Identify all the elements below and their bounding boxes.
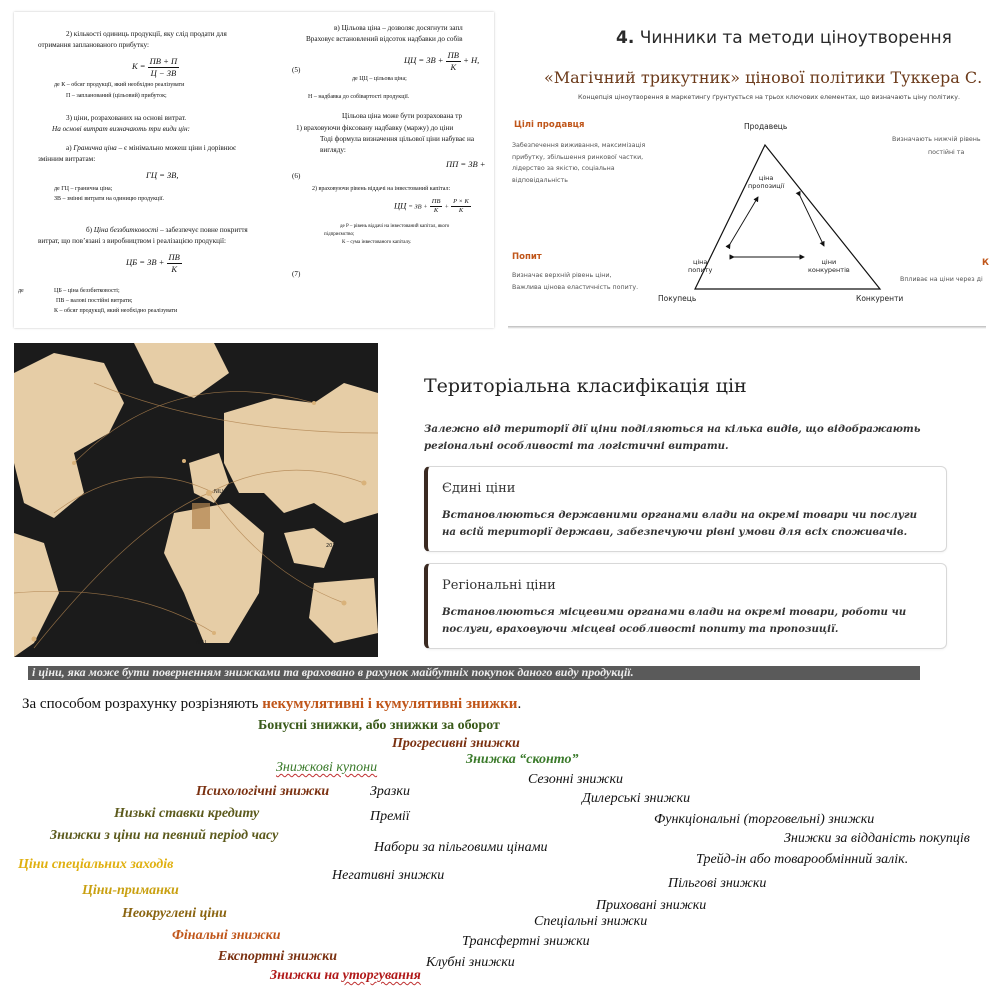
discount-word: Спеціальні знижки (534, 914, 648, 929)
card-title: Регіональні ціни (442, 578, 556, 593)
arrow-buyer-seller (730, 197, 758, 244)
right-text-3: Впливає на ціни через ді (900, 276, 983, 283)
formulas-page (14, 12, 494, 328)
triangle-outline (695, 145, 880, 289)
slide-bottom-shadow (508, 326, 986, 329)
discount-word: Трейд-ін або товарообмінний залік. (696, 852, 909, 867)
node-buyer: Покупець (658, 294, 697, 303)
card-uniform-prices (424, 466, 947, 552)
card-body: Встановлюються місцевими органами влади на окремі товари, роботи чи послуги, враховуючи місцеві особливості попиту та пропозиції. (442, 606, 907, 635)
discount-word: Знижки за відданість покупців (784, 831, 970, 846)
cb-note-1: ЦБ – ціна беззбитковості; (54, 288, 120, 294)
demand-text: Визначає верхній рівень ціни, Важлива цінова еластичність попиту. (512, 272, 639, 292)
discount-word: Прогресивні знижки (392, 736, 520, 751)
formula-cb: ЦБ = ЗВ + $\frac{ПВ}{К}$ (126, 252, 180, 274)
map-label-1: BILJO (18, 540, 32, 546)
discount-word: Клубні знижки (426, 955, 515, 970)
discount-word: Низькі ставки кредиту (114, 806, 260, 821)
r-note-2: підприємство; (324, 232, 355, 237)
b-line-1: б) Ціна беззбитковості – забезпечує повне покриття (86, 226, 248, 234)
world-map-image (14, 343, 378, 657)
a-line-2: змінним витратам: (38, 155, 96, 163)
node-competitors: Конкуренти (856, 294, 904, 303)
map-label-2: NILIO (214, 489, 228, 495)
r-note-3: К – сума інвестованого капіталу. (342, 240, 412, 245)
discount-word: Знижки на уторгування (270, 968, 421, 983)
k-note-2: П – запланований (цільовий) прибуток; (66, 93, 167, 99)
formula-k: К = $\frac{ПВ + П}{Ц - ЗВ}$ (132, 56, 178, 78)
card-title: Єдині ціни (442, 481, 516, 496)
discount-word: Негативні знижки (332, 868, 445, 883)
right-text-2: постійні та (928, 149, 965, 156)
cc-note-2: Н – надбавка до собівартості продукції. (308, 94, 410, 100)
eq-number-6: (6) (292, 172, 301, 180)
discount-word: Пільгові знижки (668, 876, 767, 891)
k-note-1: де К – обсяг продукції, який необхідно реалізувати (54, 82, 185, 88)
discount-word: Знижки з ціни на певний період часу (50, 828, 279, 843)
node-seller: Продавець (744, 122, 788, 131)
map-label-3: 201A (326, 543, 339, 549)
discount-word: Дилерські знижки (582, 791, 691, 806)
inner-demand-price: ціна попиту (688, 258, 713, 275)
cc-note-1: де ЦЦ – цільова ціна; (352, 76, 407, 82)
a-line-1: а) Гранична ціна – є мінімально можеш ціни і дорівнює (66, 144, 237, 152)
cb-note-2: ПВ – валові постійні витрати; (56, 298, 133, 304)
cb-note-0: де (18, 288, 24, 294)
demand-title: Попит (512, 252, 542, 262)
formula-cc2: ЦЦ = ЗВ + $\frac{ПВ}{К}$ + $\frac{P \times K}{К}$ (394, 198, 469, 215)
discount-word: Функціональні (торговельні) знижки (654, 812, 875, 827)
item-3-text-cont: На основі витрат визначають три види цін: (52, 125, 190, 133)
discounts-intro: За способом розрахунку розрізняють некумулятивні і кумулятивні знижки. (22, 696, 522, 712)
discount-word: Трансфертні знижки (462, 934, 590, 949)
discount-word: Знижкові купони (276, 760, 378, 775)
slide-subtitle: «Магічний трикутник» цінової політики Туккера С. (544, 68, 983, 87)
gc-note-1: де ГЦ – гранична ціна; (54, 186, 113, 192)
card-regional-prices (424, 563, 947, 649)
b-line-2: витрат, що пов’язані з виробництвом і реалізацією продукції: (38, 237, 226, 245)
slide-heading: 4. Чинники та методи ціноутворення (616, 28, 952, 48)
cc-method-1: 1) враховуючи фіксовану надбавку (маржу) до ціни (296, 124, 454, 132)
discount-word: Ціни спеціальних заходів (18, 857, 174, 872)
inner-competitor-prices: ціни конкурентів (808, 258, 850, 275)
cc-method-1b: Тоді формула визначення цільової ціни набуває на (320, 135, 475, 143)
discount-word: Психологічні знижки (196, 784, 330, 799)
eq-number-5: (5) (292, 66, 301, 74)
map-label-4: ALLI (196, 640, 207, 646)
goals-text: Забезпечення виживання, максимізація прибутку, збільшення ринкової частки, лідерство за якістю, соціальна відповідальність (512, 142, 646, 184)
cut-text: і ціни, яка може бути поверненням знижками та враховано в рахунок майбутніх покупок даного виду продукції. (32, 665, 634, 679)
discount-word: Приховані знижки (596, 898, 707, 913)
discount-word: Експортні знижки (218, 949, 337, 964)
cc-method-2: 2) враховуючи рівень віддачі на інвестований капітал: (312, 186, 451, 192)
c-line-1: в) Цільова ціна – дозволяє досягнути запл (334, 24, 463, 32)
discount-word: Неокруглені ціни (122, 906, 227, 921)
item-2-text: 2) кількості одиниць продукції, яку слід продати для (66, 30, 227, 38)
slide-intro: Концепція ціноутворення в маркетингу ґрунтується на трьох ключових елементах, що визначають ціну політику. (578, 94, 960, 101)
cb-note-3: К – обсяг продукції, який необхідно реалізувати (54, 308, 178, 314)
territorial-section (404, 343, 1000, 673)
c-line-2: Враховує встановлений відсоток надбавки до собів (306, 35, 463, 43)
right-title-cut: К (982, 258, 989, 268)
card-body: Встановлюються державними органами влади на окремі товари чи послуги на всій території держави, забезпечуючи рівні умови для всіх споживачів. (442, 509, 918, 538)
formula-gc: ГЦ = ЗВ, (146, 170, 179, 180)
formula-pp: ПП = ЗВ + (446, 159, 486, 169)
inner-offer-price: ціна пропозиції (748, 174, 785, 191)
discount-word: Фінальні знижки (172, 928, 281, 943)
territorial-lead: Залежно від території дії ціни поділяються на кілька видів, що відображають регіональні особливості та логістичні витрати. (424, 423, 921, 452)
discount-word: Сезонні знижки (528, 772, 623, 787)
discount-word: Бонусні знижки, або знижки за оборот (258, 718, 500, 733)
discount-word: Премії (370, 809, 410, 824)
map-illustration (14, 343, 378, 657)
eq-number-7: (7) (292, 270, 301, 278)
item-3-text: 3) ціни, розрахованих на основі витрат. (66, 114, 187, 122)
gc-note-2: ЗВ – змінні витрати на одиницю продукції. (54, 196, 165, 202)
discount-word: Зразки (370, 784, 410, 799)
triangle-slide (508, 12, 989, 328)
magic-triangle-diagram (508, 12, 986, 328)
r-note-1: де P – рівень віддачі на інвестований капітал, якого (340, 224, 450, 229)
formula-cc: ЦЦ = ЗВ + $\frac{ПВ}{К}$ + Н, (404, 50, 480, 72)
goals-title: Цілі продавця (514, 120, 585, 130)
discounts-section (0, 672, 1000, 1000)
discount-word: Набори за пільговими цінами (374, 840, 548, 855)
territorial-title: Територіальна класифікація цін (424, 375, 747, 397)
cc-method-1c: вигляду: (320, 146, 346, 154)
item-2-text-cont: отримання запланованого прибутку: (38, 41, 150, 49)
cc-calc: Цільова ціна може бути розрахована тр (342, 112, 463, 120)
discount-word: Ціни-приманки (82, 883, 179, 898)
discount-word: Знижка “сконто” (466, 752, 579, 767)
right-text-1: Визначають нижчій рівень (892, 136, 981, 143)
